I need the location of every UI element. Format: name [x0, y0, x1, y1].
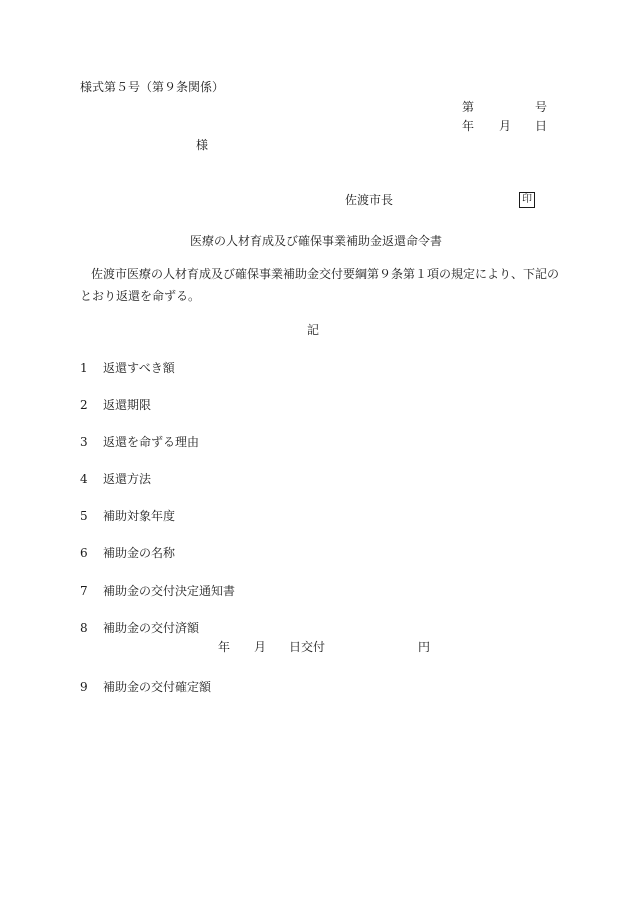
item-number: 4 [80, 472, 88, 486]
item-number: 1 [80, 361, 88, 375]
item8-yen: 円 [418, 640, 431, 654]
item-label: 返還方法 [103, 472, 152, 486]
date-month: 月 [499, 119, 512, 133]
issuer: 佐渡市長 [345, 193, 394, 207]
item-number: 7 [80, 584, 88, 598]
item-number: 5 [80, 509, 88, 523]
item-label: 返還期限 [103, 398, 152, 412]
form-number: 様式第５号（第９条関係） [80, 80, 225, 94]
item-label: 補助対象年度 [103, 509, 176, 523]
item-number: 6 [80, 546, 88, 560]
item-label: 返還を命ずる理由 [103, 435, 200, 449]
item-number: 3 [80, 435, 88, 449]
ki-heading: 記 [307, 323, 320, 337]
item-label: 補助金の交付決定通知書 [103, 584, 236, 598]
doc-number-suffix: 号 [535, 100, 548, 114]
date-year: 年 [462, 119, 475, 133]
item-number: 8 [80, 621, 88, 635]
date-day: 日 [535, 119, 548, 133]
body-line-2: とおり返還を命ずる。 [80, 289, 201, 303]
document-title: 医療の人材育成及び確保事業補助金返還命令書 [190, 234, 443, 248]
item8-month: 月 [254, 640, 267, 654]
doc-number-prefix: 第 [462, 100, 475, 114]
item8-day-issued: 日交付 [289, 640, 326, 654]
item8-year: 年 [218, 640, 231, 654]
item-label: 補助金の名称 [103, 546, 176, 560]
item-label: 返還すべき額 [103, 361, 175, 375]
item-label: 補助金の交付済額 [103, 621, 200, 635]
item-label: 補助金の交付確定額 [103, 680, 212, 694]
seal-mark: 印 [519, 192, 535, 208]
item-number: 9 [80, 680, 88, 694]
addressee-honorific: 様 [196, 138, 209, 152]
item-number: 2 [80, 398, 88, 412]
body-line-1: 佐渡市医療の人材育成及び確保事業補助金交付要綱第９条第１項の規定により、下記の [91, 267, 560, 281]
